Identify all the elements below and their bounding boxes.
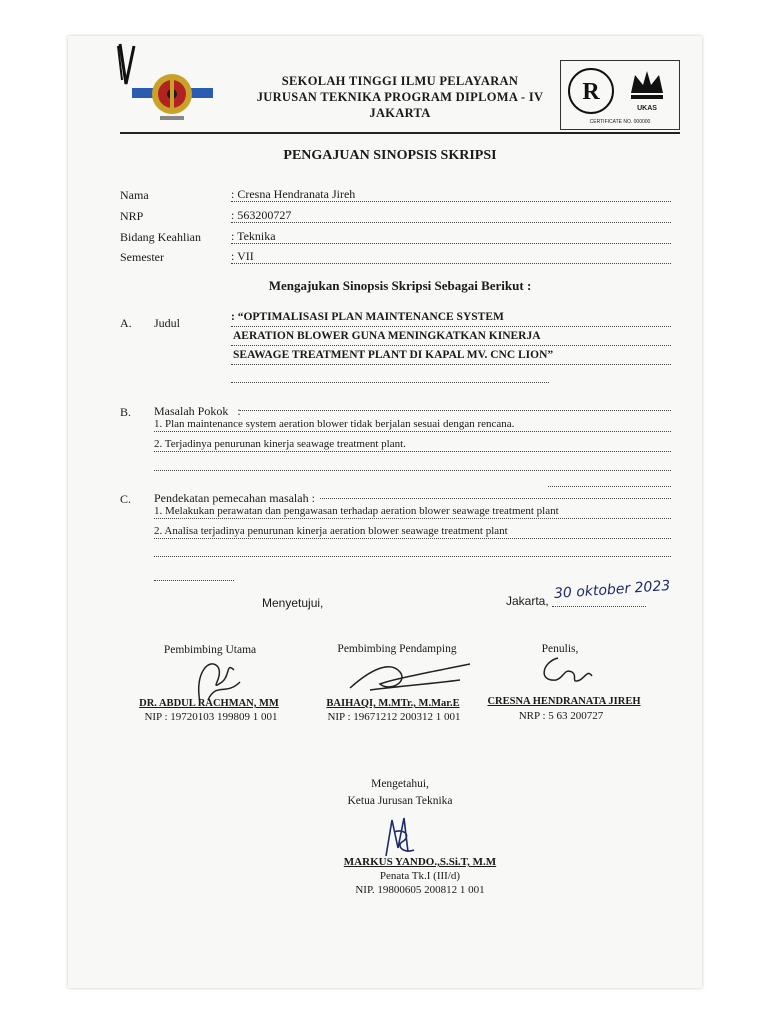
approach-item-2: 2. Analisa terjadinya penurunan kinerja aeration blower seawage treatment plant (154, 525, 508, 537)
section-a-label: Judul (154, 316, 181, 330)
approval-label: Menyetujui, (262, 596, 324, 610)
school-emblem-icon (130, 64, 215, 136)
acknowledge-name: MARKUS YANDO.,S.Si.T, M.M (343, 856, 497, 868)
signatory-role-3: Penulis, (541, 643, 579, 655)
section-subtitle: Mengajukan Sinopsis Skripsi Sebagai Berikut : (268, 278, 532, 293)
acknowledge-rank: Penata Tk.I (III/d) (379, 870, 461, 882)
institution-name: SEKOLAH TINGGI ILMU PELAYARAN (281, 74, 519, 88)
field-line (231, 243, 671, 244)
field-label-bidang: Bidang Keahlian (120, 230, 201, 244)
section-c-letter: C. (120, 492, 132, 506)
problem-line (154, 470, 671, 471)
department-name: JURUSAN TEKNIKA PROGRAM DIPLOMA - IV (256, 90, 544, 104)
signature-4-icon (374, 812, 424, 862)
field-label-nama: Nama (120, 188, 149, 202)
ukas-label: UKAS (637, 105, 657, 112)
acknowledge-position: Ketua Jurusan Teknika (347, 795, 453, 807)
header-divider (120, 132, 680, 134)
field-label-nrp: NRP (120, 209, 144, 223)
field-line (231, 263, 671, 264)
signatory-role-1: Pembimbing Utama (163, 644, 257, 656)
signatory-id-3: NRP : 5 63 200727 (518, 710, 604, 722)
field-label-semester: Semester (120, 250, 164, 264)
certificate-number: CERTIFICATE NO. 000000 (589, 119, 651, 125)
field-value-nama: : Cresna Hendranata Jireh (231, 187, 356, 201)
approach-line (154, 518, 671, 519)
city-name: JAKARTA (369, 106, 431, 120)
registered-mark-icon (565, 65, 617, 117)
section-c-label: Pendekatan pemecahan masalah : (154, 491, 315, 505)
approach-line (154, 538, 671, 539)
signatory-name-2: BAIHAQI, M.MTr., M.Mar.E (326, 698, 460, 709)
date-line (552, 606, 646, 607)
field-value-bidang: : Teknika (231, 229, 276, 243)
field-line (231, 201, 671, 202)
place-label: Jakarta, (506, 594, 549, 608)
field-line (231, 222, 671, 223)
problem-line (548, 486, 671, 487)
signatory-name-1: DR. ABDUL RACHMAN, MM (139, 698, 279, 709)
title-line-2: AERATION BLOWER GUNA MENINGKATKAN KINERJA (233, 330, 541, 342)
approach-line (154, 556, 671, 557)
page-title: PENGAJUAN SINOPSIS SKRIPSI (283, 148, 497, 163)
certification-logo-box (560, 60, 680, 130)
problem-line (154, 431, 671, 432)
problem-item-2: 2. Terjadinya penurunan kinerja seawage treatment plant. (154, 438, 406, 450)
approach-line (320, 498, 671, 499)
signatory-id-1: NIP : 19720103 199809 1 001 (144, 711, 278, 723)
title-underline (231, 364, 671, 365)
signatory-id-2: NIP : 19671212 200312 1 001 (327, 711, 461, 723)
registered-mark-letter: R (582, 79, 600, 105)
problem-item-1: 1. Plan maintenance system aeration blower tidak berjalan sesuai dengan rencana. (154, 418, 515, 430)
problem-line (154, 451, 671, 452)
title-underline (231, 345, 671, 346)
signature-3-icon (528, 650, 598, 690)
signatory-name-3: CRESNA HENDRANATA JIREH (487, 696, 641, 707)
date-handwritten: 30 oktober 2023 (553, 577, 671, 603)
problem-line (240, 410, 671, 411)
title-underline (231, 326, 671, 327)
acknowledge-id: NIP. 19800605 200812 1 001 (355, 884, 485, 896)
section-b-letter: B. (120, 405, 132, 419)
signature-2-icon (330, 650, 480, 700)
approach-line (154, 580, 234, 581)
signatory-role-2: Pembimbing Pendamping (337, 643, 457, 655)
title-line-1: : “OPTIMALISASI PLAN MAINTENANCE SYSTEM (231, 311, 504, 323)
title-underline (231, 382, 549, 383)
approach-item-1: 1. Melakukan perawatan dan pengawasan terhadap aeration blower seawage treatment plant (154, 505, 559, 517)
field-value-nrp: : 563200727 (231, 208, 292, 222)
acknowledge-label: Mengetahui, (371, 778, 429, 790)
section-a-letter: A. (120, 316, 132, 330)
title-line-3: SEAWAGE TREATMENT PLANT DI KAPAL MV. CNC LION” (233, 349, 554, 361)
section-b-label: Masalah Pokok : (154, 404, 241, 418)
ukas-crown-icon (625, 65, 669, 105)
field-value-semester: : VII (231, 249, 254, 263)
